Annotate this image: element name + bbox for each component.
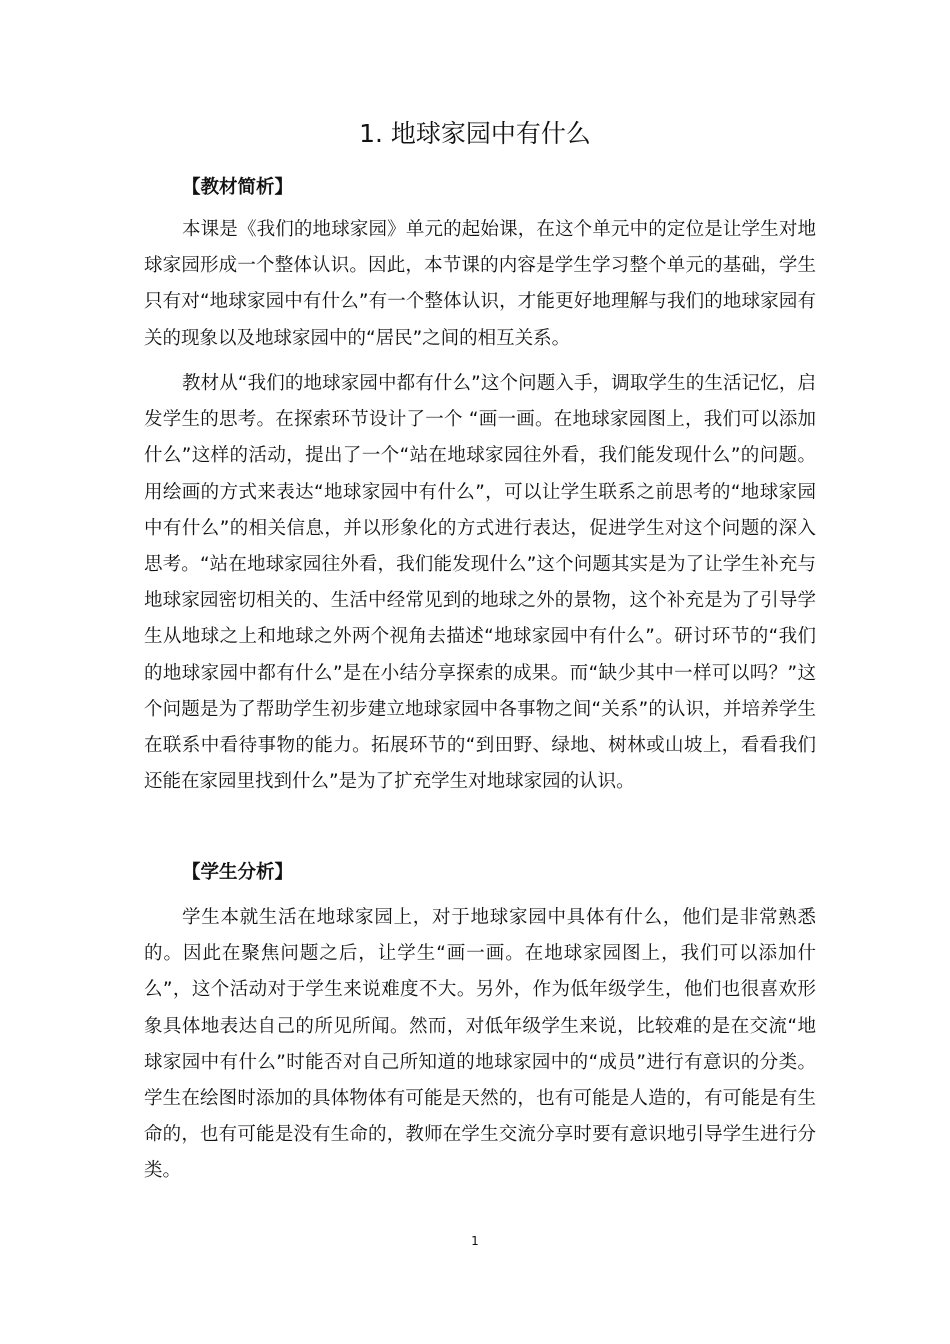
section-heading-student-analysis: 【学生分析】 bbox=[182, 862, 294, 883]
paragraph: 教材从“我们的地球家园中都有什么”这个问题入手，调取学生的生活记忆，启发学生的思考。在探索环节设计了一个 “画一画。在地球家园图上，我们可以添加什么”这样的活动，提出了一个“站在地球家园往外看，我们能发现什么”的问题。用绘画的方式来表达“地球家园中有什么”，可以让学生联系之前思考的“地球家园中有什么”的相关信息，并以形象化的方式进行表达，促进学生对这个问题的深入思考。“站在地球家园往外看，我们能发现什么”这个问题其实是为了让学生补充与地球家园密切相关的、生活中经常见到的地球之外的景物，这个补充是为了引导学生从地球之上和地球之外两个视角去描述“地球家园中有什么”。研讨环节的“我们的地球家园中都有什么”是在小结分享探索的成果。而“缺少其中一样可以吗？”这个问题是为了帮助学生初步建立地球家园中各事物之间“关系”的认识，并培养学生在联系中看待事物的能力。拓展环节的“到田野、绿地、树林或山坡上，看看我们还能在家园里找到什么”是为了扩充学生对地球家园的认识。 bbox=[144, 373, 816, 793]
section-heading-textbook-analysis: 【教材简析】 bbox=[182, 177, 294, 198]
paragraph: 本课是《我们的地球家园》单元的起始课，在这个单元中的定位是让学生对地球家园形成一个整体认识。因此，本节课的内容是学生学习整个单元的基础，学生只有对“地球家园中有什么”有一个整体认识，才能更好地理解与我们的地球家园有关的现象以及地球家园中的“居民”之间的相互关系。 bbox=[144, 219, 816, 349]
document-title: 1. 地球家园中有什么 bbox=[359, 119, 591, 148]
page-number: 1 bbox=[471, 1234, 479, 1248]
paragraph: 学生本就生活在地球家园上，对于地球家园中具体有什么，他们是非常熟悉的。因此在聚焦问题之后，让学生“画一画。在地球家园图上，我们可以添加什么”，这个活动对于学生来说难度不大。另外，作为低年级学生，他们也很喜欢形象具体地表达自己的所见所闻。然而，对低年级学生来说，比较难的是在交流“地球家园中有什么”时能否对自己所知道的地球家园中的“成员”进行有意识的分类。学生在绘图时添加的具体物体有可能是天然的，也有可能是人造的，有可能是有生命的，也有可能是没有生命的，教师在学生交流分享时要有意识地引导学生进行分类。 bbox=[144, 907, 816, 1182]
